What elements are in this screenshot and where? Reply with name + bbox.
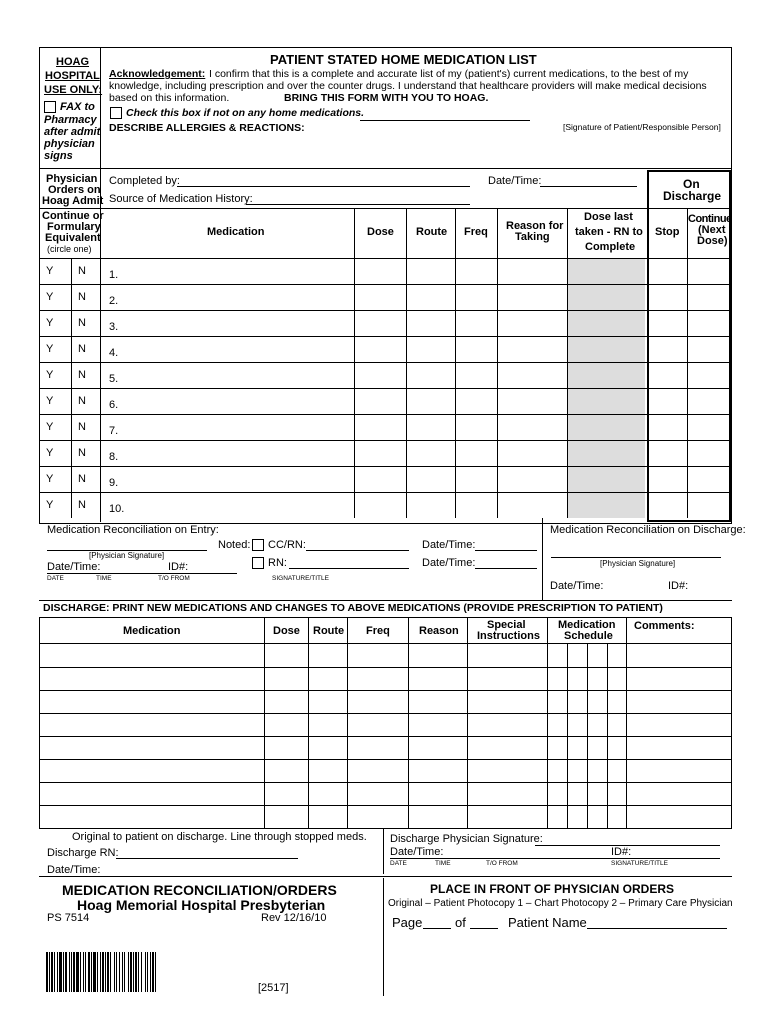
- yes-option[interactable]: Y: [46, 395, 54, 407]
- barcode-bar: [85, 952, 86, 992]
- cc-rn-label: CC/RN:: [268, 539, 306, 551]
- med-row-number: 6.: [109, 399, 119, 411]
- sidebar-hospital: HOSPITAL: [45, 70, 100, 82]
- small-to-from: T/O FROM: [158, 575, 190, 582]
- dc-row-line: [39, 667, 732, 668]
- barcode-bar: [130, 952, 132, 992]
- page-field[interactable]: [423, 928, 451, 929]
- med-row-number: 4.: [109, 347, 119, 359]
- col-continue-div: [687, 208, 688, 518]
- yes-option[interactable]: Y: [46, 317, 54, 329]
- col-freq-div: [455, 208, 456, 518]
- ack-line-1: I confirm that this is a complete and accurate list of my (patient's) current medications, to the best of my: [209, 68, 689, 80]
- dp-small-to-from: T/O FROM: [486, 860, 518, 867]
- page-label: Page: [392, 915, 423, 930]
- entry-date-field[interactable]: [47, 573, 237, 574]
- original-note: Original to patient on discharge. Line through stopped meds.: [72, 831, 367, 843]
- cc-date-label: Date/Time:: [422, 539, 476, 551]
- discharge-physician-sig-line[interactable]: [551, 557, 721, 558]
- med-row-line: [39, 310, 647, 311]
- small-time: TIME: [96, 575, 112, 582]
- rn-date-label: Date/Time:: [422, 557, 476, 569]
- barcode: [46, 952, 222, 992]
- dp-id-label: ID#:: [611, 846, 632, 858]
- dp-small-date: DATE: [390, 860, 407, 867]
- barcode-bar: [152, 952, 154, 992]
- barcode-bar: [116, 952, 117, 992]
- med-row-number: 8.: [109, 451, 119, 463]
- barcode-bar: [107, 952, 109, 992]
- col-stop: Stop: [655, 226, 680, 238]
- small-date: DATE: [47, 575, 64, 582]
- dc-row-line: [39, 782, 732, 783]
- barcode-bar: [65, 952, 67, 992]
- cc-rn-checkbox[interactable]: [252, 539, 264, 551]
- col-dose-last-1: Dose last: [584, 211, 633, 223]
- col-route: Route: [416, 226, 448, 238]
- med-row-line: [39, 466, 647, 467]
- yes-option[interactable]: Y: [46, 499, 54, 511]
- barcode-bar: [46, 952, 48, 992]
- col-continue-2: (Next: [698, 224, 726, 236]
- patient-signature-line[interactable]: [360, 120, 530, 121]
- med-row-number: 1.: [109, 269, 119, 281]
- discharge-physician-sig-note: [Physician Signature]: [600, 559, 676, 568]
- sidebar-fax-3: after admit: [44, 126, 101, 138]
- sidebar-circle-one: (circle one): [47, 244, 92, 254]
- barcode-bar: [83, 952, 84, 992]
- dc-col-line: [607, 643, 608, 828]
- entry-id-label: ID#:: [168, 561, 189, 573]
- discharge-table-frame: [39, 617, 732, 829]
- dc-col-line: [567, 643, 568, 828]
- cc-date-field[interactable]: [475, 550, 537, 551]
- no-option[interactable]: N: [78, 265, 86, 277]
- no-home-meds-checkbox[interactable]: [110, 107, 122, 119]
- patient-name-field[interactable]: [587, 928, 727, 929]
- barcode-bar: [100, 952, 101, 992]
- sidebar-continue-1: Continue or: [42, 210, 104, 222]
- on-discharge-1: On: [683, 177, 700, 191]
- on-discharge-2: Discharge: [663, 189, 722, 203]
- footer-place: PLACE IN FRONT OF PHYSICIAN ORDERS: [430, 882, 675, 896]
- rn-checkbox[interactable]: [252, 557, 264, 569]
- barcode-bar: [128, 952, 129, 992]
- sidebar-fax-1: FAX to: [60, 101, 95, 113]
- physician-sig-note: [Physician Signature]: [89, 551, 165, 560]
- barcode-bar: [63, 952, 64, 992]
- no-option[interactable]: N: [78, 291, 86, 303]
- yes-option[interactable]: Y: [46, 369, 54, 381]
- dc-col-line: [264, 617, 265, 828]
- recon-divider: [542, 518, 543, 600]
- barcode-bar: [80, 952, 81, 992]
- med-row-line: [39, 492, 647, 493]
- footer-rev: Rev 12/16/10: [261, 912, 327, 924]
- col-reason-1: Reason for: [506, 220, 564, 232]
- completed-by-field[interactable]: [177, 186, 470, 187]
- col-dose: Dose: [367, 226, 394, 238]
- barcode-bar: [145, 952, 146, 992]
- page-title: PATIENT STATED HOME MEDICATION LIST: [270, 52, 537, 67]
- yes-option[interactable]: Y: [46, 265, 54, 277]
- barcode-bar: [110, 952, 111, 992]
- dp-small-time: TIME: [435, 860, 451, 867]
- ack-line-3b: BRING THIS FORM WITH YOU TO HOAG.: [284, 92, 489, 104]
- discharge-rn-field[interactable]: [116, 858, 298, 859]
- barcode-bar: [138, 952, 139, 992]
- dc-col-medication: Medication: [123, 625, 181, 637]
- col-dose-last-3: Complete: [585, 241, 636, 253]
- sidebar-continue-2: Formulary: [47, 221, 101, 233]
- barcode-bar: [147, 952, 148, 992]
- barcode-bar: [88, 952, 90, 992]
- recon-entry-label: Medication Reconciliation on Entry:: [47, 524, 219, 536]
- dc-sig-divider: [383, 828, 384, 874]
- of-field[interactable]: [470, 928, 498, 929]
- med-row-line: [39, 284, 647, 285]
- dc-col-schedule-1: Medication: [558, 619, 616, 631]
- no-option[interactable]: N: [78, 447, 86, 459]
- dp-small-sig: SIGNATURE/TITLE: [611, 860, 668, 867]
- rn-label: RN:: [268, 557, 287, 569]
- med-row-line-right: [647, 388, 730, 389]
- dc-col-route: Route: [313, 625, 345, 637]
- med-row-line-right: [647, 414, 730, 415]
- barcode-bar: [76, 952, 79, 992]
- source-field[interactable]: [246, 204, 470, 205]
- no-option[interactable]: N: [78, 343, 86, 355]
- ack-label: Acknowledgement:: [109, 68, 206, 80]
- med-row-line-right: [647, 284, 730, 285]
- barcode-bar: [119, 952, 120, 992]
- med-header-top-right: [647, 208, 730, 209]
- sidebar-physician-orders-2: Orders on: [48, 184, 101, 196]
- dc-col-line: [547, 617, 548, 828]
- med-row-line: [39, 362, 647, 363]
- dc-col-comments: Comments:: [634, 620, 695, 632]
- dc-sig-bottom: [39, 876, 732, 877]
- barcode-bar: [93, 952, 96, 992]
- dc-col-line: [587, 643, 588, 828]
- no-option[interactable]: N: [78, 395, 86, 407]
- barcode-bar: [91, 952, 92, 992]
- yes-option[interactable]: Y: [46, 473, 54, 485]
- discharge-rn-date-label: Date/Time:: [47, 864, 101, 876]
- sidebar-use-only: USE ONLY:: [44, 84, 103, 96]
- med-row-line-right: [647, 362, 730, 363]
- entry-date-label: Date/Time:: [47, 561, 101, 573]
- no-option[interactable]: N: [78, 421, 86, 433]
- dc-col-line: [308, 617, 309, 828]
- dc-col-dose: Dose: [273, 625, 300, 637]
- med-row-number: 5.: [109, 373, 119, 385]
- completed-by-label: Completed by:: [109, 175, 180, 187]
- dc-row-line: [39, 759, 732, 760]
- med-row-line: [39, 414, 647, 415]
- yes-option[interactable]: Y: [46, 343, 54, 355]
- med-row-line-right: [647, 310, 730, 311]
- of-label: of: [455, 915, 466, 930]
- dc-row-line: [39, 690, 732, 691]
- dc-col-line: [408, 617, 409, 828]
- col-medication: Medication: [207, 226, 265, 238]
- fax-checkbox[interactable]: [44, 101, 56, 113]
- completed-date-field[interactable]: [540, 186, 637, 187]
- col-freq: Freq: [464, 226, 488, 238]
- no-option[interactable]: N: [78, 317, 86, 329]
- sidebar-fax-2: Pharmacy: [44, 114, 97, 126]
- recon-bottom: [39, 600, 732, 601]
- small-sig: SIGNATURE/TITLE: [272, 575, 329, 582]
- dp-date-label: Date/Time:: [390, 846, 444, 858]
- no-option[interactable]: N: [78, 473, 86, 485]
- barcode-bar: [57, 952, 58, 992]
- recon-discharge-label: Medication Reconciliation on Discharge:: [550, 524, 746, 536]
- discharge-heading: DISCHARGE: PRINT NEW MEDICATIONS AND CHANGES TO ABOVE MEDICATIONS (PROVIDE PRESCRIPTION TO PATIENT): [43, 602, 663, 614]
- dc-col-reason: Reason: [419, 625, 459, 637]
- sidebar-continue-3: Equivalent: [45, 232, 101, 244]
- dc-col-special-1: Special: [487, 619, 526, 631]
- col-dose-div: [354, 208, 355, 518]
- med-row-line-right: [647, 440, 730, 441]
- footer-copies: Original – Patient Photocopy 1 – Chart Photocopy 2 – Primary Care Physician: [388, 898, 733, 909]
- med-row-line: [39, 440, 647, 441]
- sidebar-physician-orders-1: Physician: [46, 173, 98, 185]
- allergies-label: DESCRIBE ALLERGIES & REACTIONS:: [109, 122, 305, 134]
- col-dose-last-2: taken - RN to: [575, 226, 643, 238]
- barcode-bar: [114, 952, 115, 992]
- barcode-bar: [49, 952, 50, 992]
- barcode-bar: [141, 952, 142, 992]
- dc-row-line: [39, 713, 732, 714]
- dp-date-field[interactable]: [390, 858, 720, 859]
- yes-option[interactable]: Y: [46, 421, 54, 433]
- discharge-date-label: Date/Time:: [550, 580, 604, 592]
- yes-option[interactable]: Y: [46, 447, 54, 459]
- patient-name-label: Patient Name: [508, 915, 587, 930]
- barcode-bar: [105, 952, 106, 992]
- footer-form-no: PS 7514: [47, 912, 90, 924]
- completed-date-label: Date/Time:: [488, 175, 542, 187]
- barcode-bar: [122, 952, 123, 992]
- barcode-bar: [54, 952, 55, 992]
- med-header-top: [100, 208, 647, 209]
- dc-col-freq: Freq: [366, 625, 390, 637]
- dc-row-line: [39, 736, 732, 737]
- dc-col-schedule-2: Schedule: [564, 630, 613, 642]
- col-reason-div: [497, 208, 498, 518]
- dc-row-line: [39, 643, 732, 644]
- dc-row-line: [39, 805, 732, 806]
- med-row-number: 7.: [109, 425, 119, 437]
- sidebar-hoag: HOAG: [56, 56, 89, 68]
- footer-hospital: Hoag Memorial Hospital Presbyterian: [77, 897, 326, 913]
- sidebar-fax-5: signs: [44, 150, 73, 162]
- patient-signature-note: [Signature of Patient/Responsible Person]: [563, 122, 721, 132]
- med-row-line: [39, 388, 647, 389]
- barcode-bar: [150, 952, 151, 992]
- med-row-line: [39, 336, 647, 337]
- barcode-bar: [69, 952, 70, 992]
- ack-line-3a: based on this information.: [109, 92, 230, 104]
- col-continue-3: Dose): [697, 235, 728, 247]
- barcode-bar: [97, 952, 98, 992]
- yes-option[interactable]: Y: [46, 291, 54, 303]
- sidebar-physician-orders-3: Hoag Admit: [42, 195, 104, 207]
- barcode-bar: [51, 952, 53, 992]
- dp-sig-label: Discharge Physician Signature:: [390, 833, 543, 845]
- barcode-bar: [124, 952, 125, 992]
- col-route-div: [406, 208, 407, 518]
- dc-col-line: [347, 617, 348, 828]
- barcode-bar: [71, 952, 72, 992]
- med-row-number: 9.: [109, 477, 119, 489]
- source-label: Source of Medication History:: [109, 193, 253, 205]
- dc-col-special-2: Instructions: [477, 630, 540, 642]
- sidebar-sep: [39, 208, 101, 209]
- med-row-line-right: [647, 492, 730, 493]
- dc-col-line: [626, 617, 627, 828]
- barcode-bar: [59, 952, 62, 992]
- discharge-rn-label: Discharge RN:: [47, 847, 119, 859]
- discharge-id-label: ID#:: [668, 580, 689, 592]
- barcode-bar: [133, 952, 134, 992]
- barcode-bar: [155, 952, 156, 992]
- med-row-number: 2.: [109, 295, 119, 307]
- no-option[interactable]: N: [78, 369, 86, 381]
- footer-title: MEDICATION RECONCILIATION/ORDERS: [62, 882, 337, 898]
- barcode-bar: [135, 952, 137, 992]
- med-row-number: 3.: [109, 321, 119, 333]
- noted-label: Noted:: [218, 539, 251, 551]
- barcode-bar: [102, 952, 104, 992]
- med-row-line-right: [647, 336, 730, 337]
- ack-line-2: knowledge, including prescription and over the counter drugs. I understand that healthcare providers will make medical decisions: [109, 80, 707, 92]
- no-home-meds-text: Check this box if not on any home medications.: [126, 107, 365, 119]
- col-continue-1: Continue: [688, 213, 732, 225]
- cc-rn-field[interactable]: [306, 550, 409, 551]
- barcode-number: [2517]: [258, 982, 289, 994]
- col-reason-2: Taking: [515, 231, 550, 243]
- footer-divider: [383, 878, 384, 996]
- no-option[interactable]: N: [78, 499, 86, 511]
- rn-field[interactable]: [289, 568, 409, 569]
- header-divider: [39, 168, 732, 169]
- barcode-bar: [73, 952, 75, 992]
- rn-date-field[interactable]: [475, 568, 537, 569]
- dc-col-line: [467, 617, 468, 828]
- med-row-number: 10.: [109, 503, 125, 515]
- med-row-line-right: [647, 466, 730, 467]
- sidebar-fax-4: physician: [44, 138, 95, 150]
